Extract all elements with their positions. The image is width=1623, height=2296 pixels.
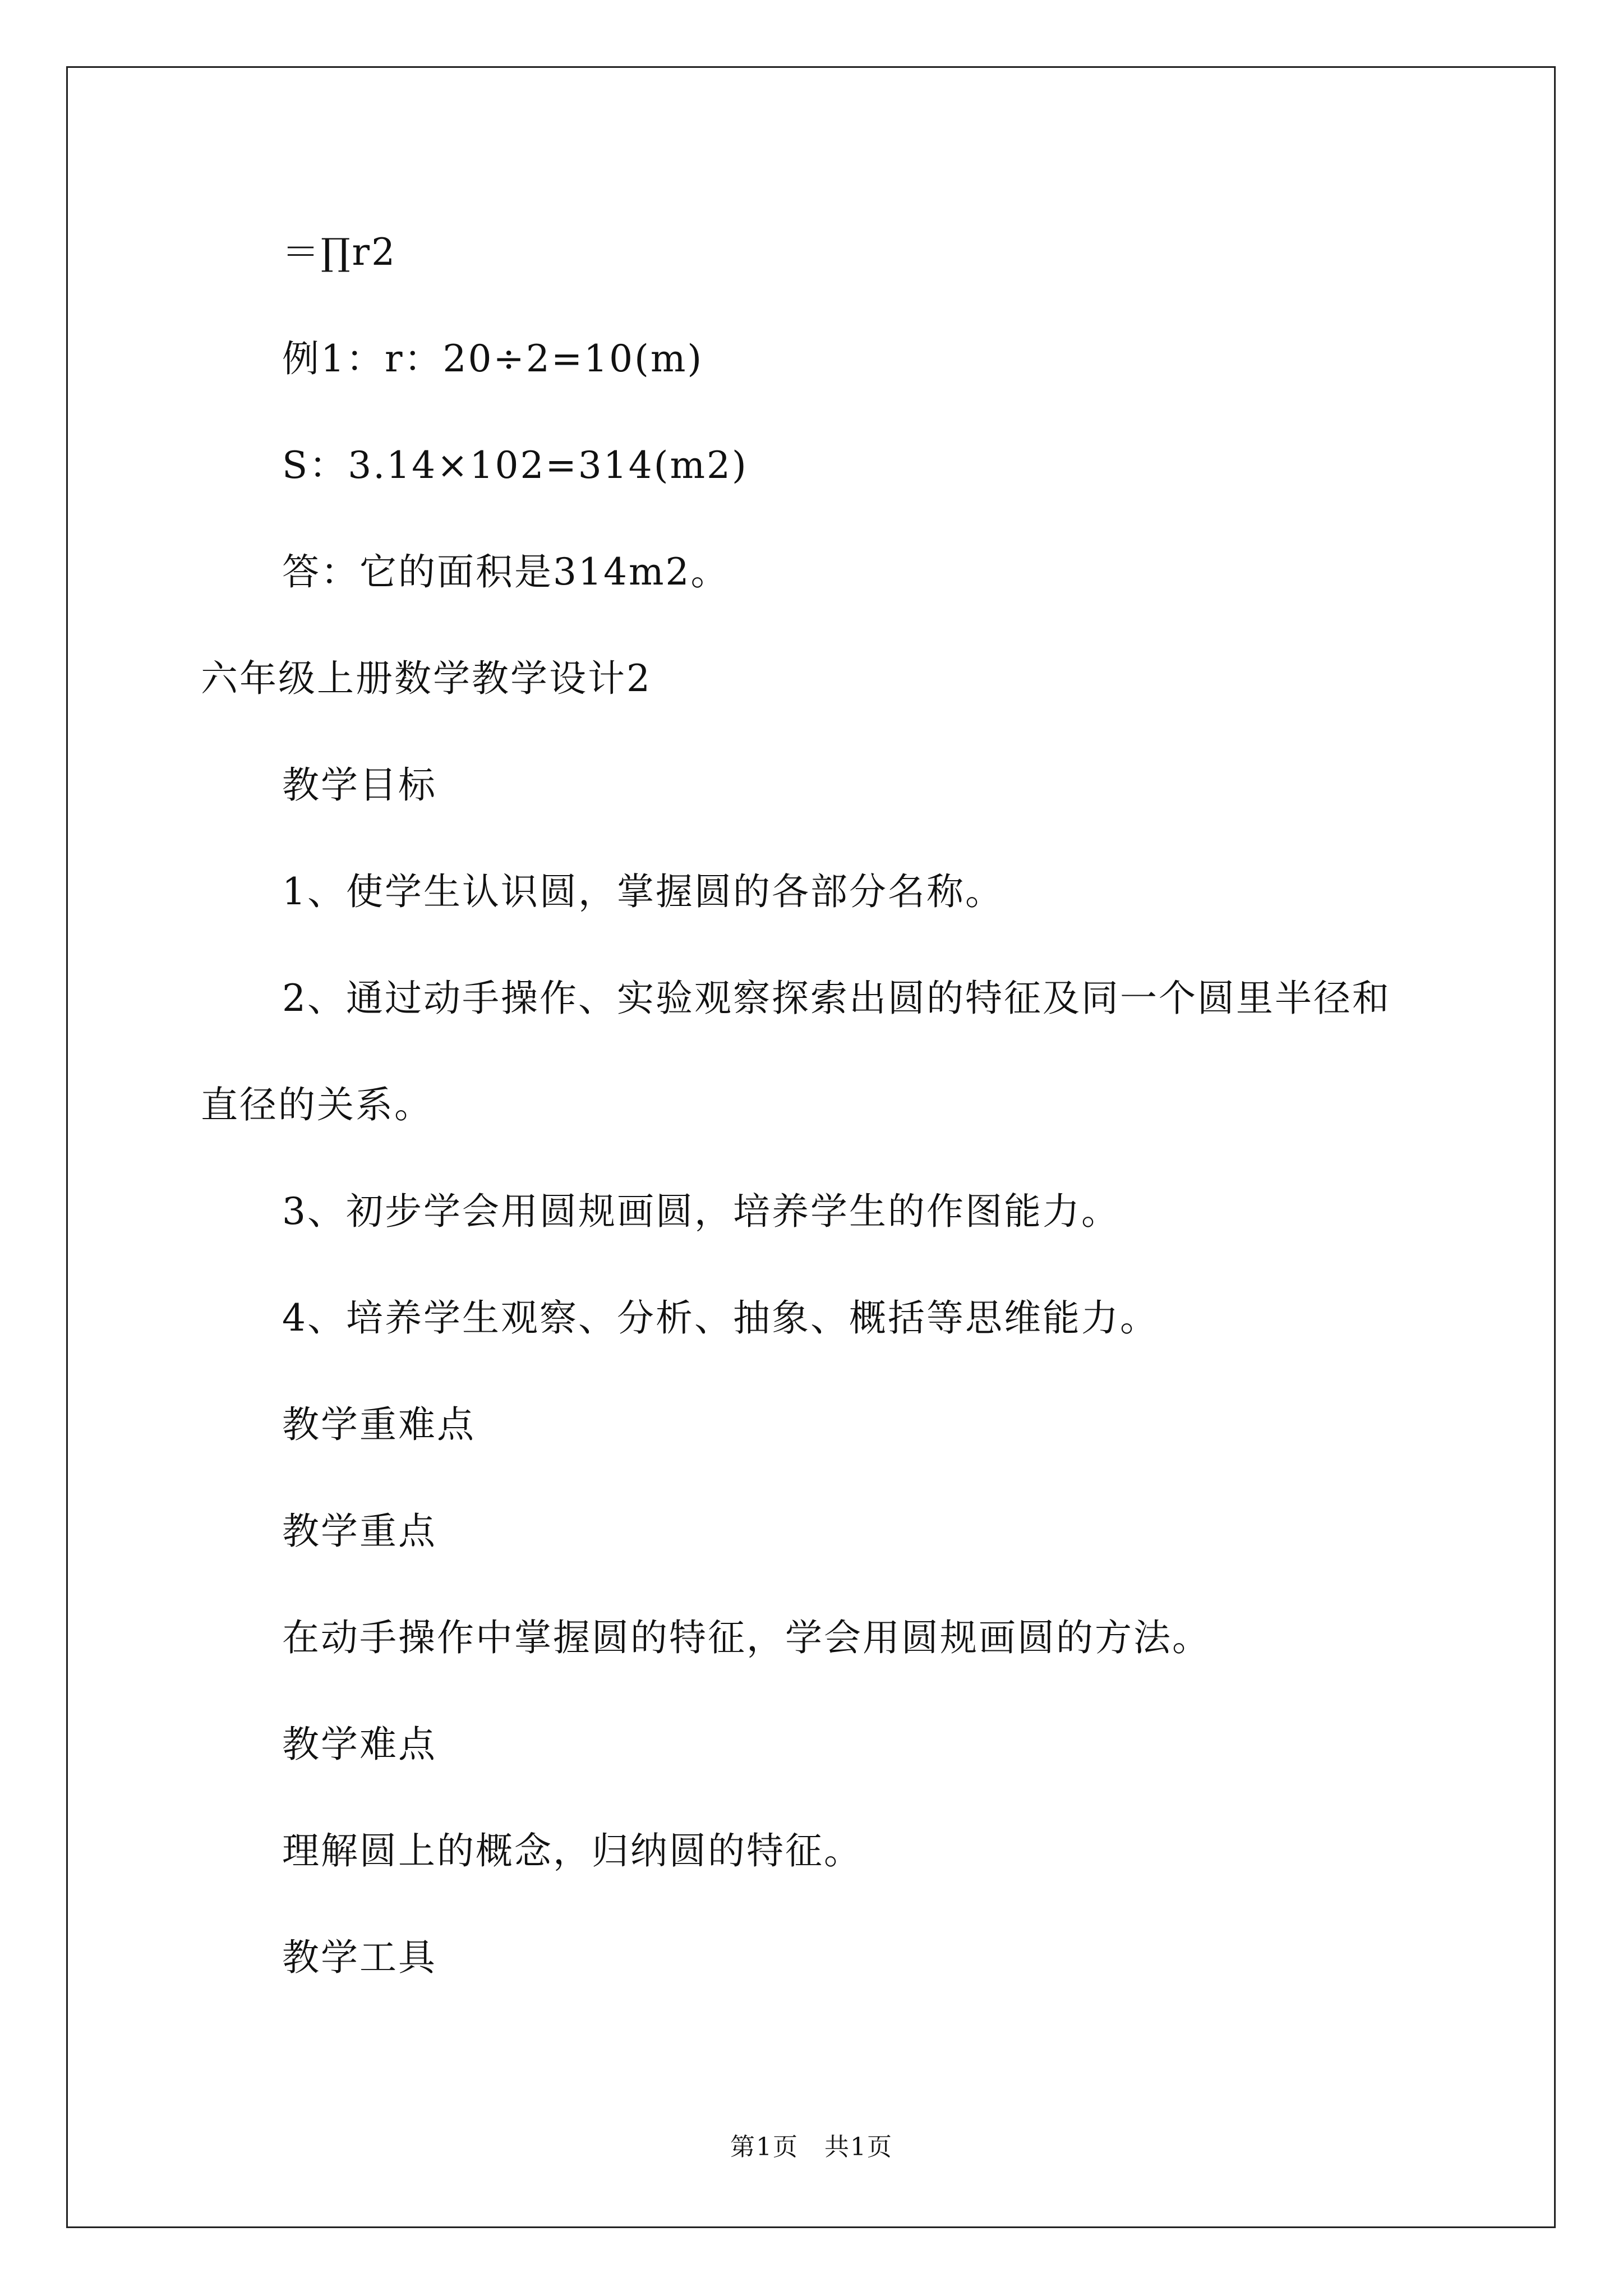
difficult-point-text: 理解圆上的概念，归纳圆的特征。 [282,1829,863,1872]
heading-difficult-points: 教学难点 [282,1723,437,1766]
objective-3: 3、初步学会用圆规画圆，培养学生的作图能力。 [282,1190,1120,1233]
page-border [66,66,1556,2228]
example-area: S：3.14×102=314(m2) [282,444,748,487]
formula-area: ＝∏r2 [282,231,397,274]
heading-objectives: 教学目标 [282,763,437,807]
example-radius: 例1：r：20÷2=10(m) [282,337,704,380]
objective-4: 4、培养学生观察、分析、抽象、概括等思维能力。 [282,1296,1159,1340]
key-point-text: 在动手操作中掌握圆的特征，学会用圆规画圆的方法。 [282,1616,1211,1659]
section-title: 六年级上册数学教学设计2 [201,657,652,700]
example-answer: 答：它的面积是314m2。 [282,550,730,593]
heading-key-points: 教学重点 [282,1510,437,1553]
heading-teaching-tools: 教学工具 [282,1936,437,1979]
objective-2-continued: 直径的关系。 [201,1083,433,1126]
heading-key-difficult-points: 教学重难点 [282,1403,476,1446]
objective-1: 1、使学生认识圆，掌握圆的各部分名称。 [282,870,1004,913]
objective-2: 2、通过动手操作、实验观察探索出圆的特征及同一个圆里半径和 [282,977,1391,1020]
page-footer: 第1页 共1页 [730,2133,893,2161]
